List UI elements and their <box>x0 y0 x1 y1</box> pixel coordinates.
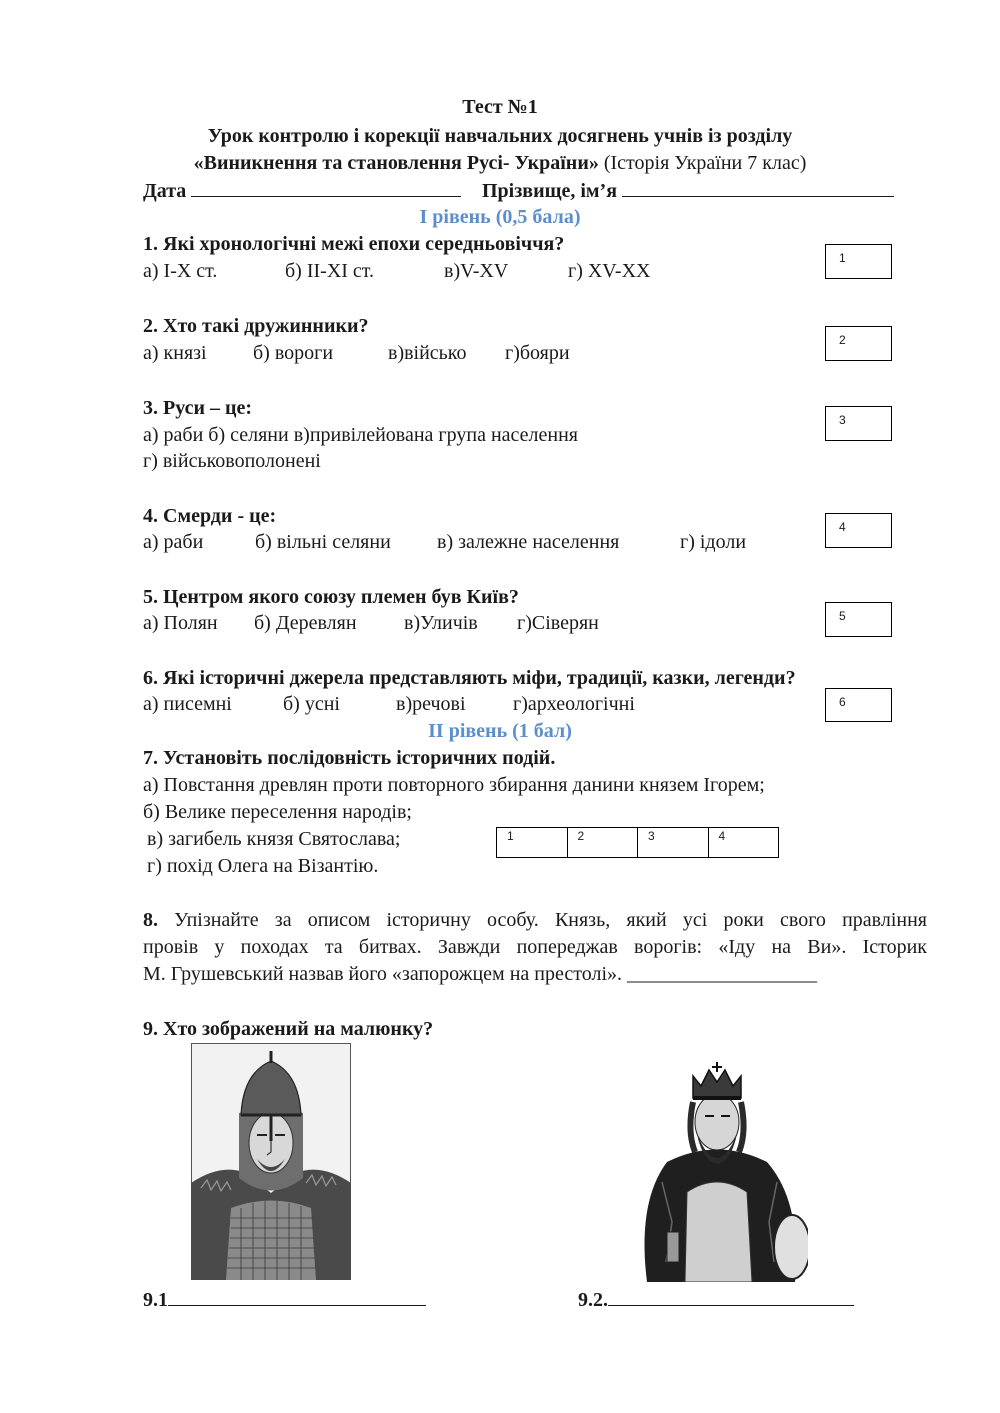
sequence-cell-2[interactable] <box>568 828 639 857</box>
answer-box-6[interactable] <box>825 688 892 722</box>
sequence-cell-2-number: 2 <box>577 829 585 843</box>
question-1: 1. Які хронологічні межі епохи середньовіччя? <box>143 233 565 255</box>
q1-option-b: б) ІІ-ХІ ст. <box>285 260 375 282</box>
question-4: 4. Смерди - це: <box>143 505 277 527</box>
q6-option-a: а) писемні <box>143 693 232 715</box>
q4-option-c: в) залежне населення <box>437 531 620 553</box>
sequence-cell-4-number: 4 <box>718 829 726 843</box>
q6-option-c: в)речові <box>396 693 466 715</box>
question-5: 5. Центром якого союзу племен був Київ? <box>143 586 519 608</box>
question-6: 6. Які історичні джерела представляють міфи, традиції, казки, легенди? <box>143 667 796 689</box>
q7-item-c: в) загибель князя Святослава; <box>147 828 401 850</box>
q1-option-a: а) І-Х ст. <box>143 260 218 282</box>
q7-item-d: г) похід Олега на Візантію. <box>147 855 379 877</box>
date-row <box>143 177 461 204</box>
question-8-text-1: Упізнайте за описом історичну особу. Князь, який усі роки свого правління <box>158 909 927 931</box>
answer-box-5[interactable] <box>825 602 892 637</box>
answer-9-2-label: 9.2. <box>578 1289 608 1311</box>
q6-option-b: б) усні <box>283 693 340 715</box>
q5-option-b: б) Деревлян <box>254 612 357 634</box>
answer-box-2[interactable] <box>825 326 892 361</box>
q1-option-c: в)V-XV <box>444 260 509 282</box>
q7-item-b: б) Велике переселення народів; <box>143 801 412 823</box>
q4-option-d: г) ідоли <box>680 531 747 553</box>
q5-option-a: а) Полян <box>143 612 218 634</box>
question-7: 7. Установіть послідовність історичних подій. <box>143 747 556 769</box>
q2-option-c: в)військо <box>388 342 467 364</box>
crowned-prince-portrait-image <box>627 1042 808 1282</box>
warrior-portrait-image <box>191 1043 351 1280</box>
q2-option-b: б) вороги <box>253 342 334 364</box>
answer-9-2-field[interactable] <box>608 1286 854 1306</box>
name-row <box>482 177 894 204</box>
question-2: 2. Хто такі дружинники? <box>143 315 369 337</box>
answer-box-6-number: 6 <box>839 695 846 709</box>
sequence-cell-3-number: 3 <box>648 829 655 843</box>
q3-options-line-2: г) військовополонені <box>143 450 321 472</box>
date-label: Дата <box>143 180 187 202</box>
question-8-number: 8. <box>143 909 158 931</box>
q2-option-d: г)бояри <box>505 342 570 364</box>
answer-box-4[interactable] <box>825 513 892 548</box>
level-2-label: ІІ рівень (1 бал) <box>428 720 572 742</box>
answer-9-1-label: 9.1 <box>143 1289 168 1311</box>
sequence-answer-table <box>496 827 779 858</box>
q4-option-a: а) раби <box>143 531 204 553</box>
sequence-cell-4[interactable] <box>709 828 779 857</box>
sequence-cell-1-number: 1 <box>507 829 514 843</box>
q6-option-d: г)археологічні <box>513 693 635 715</box>
section-title <box>0 150 1000 176</box>
q3-options-line-1: а) раби б) селяни в)привілейована група населення <box>143 424 578 446</box>
q5-option-c: в)Уличів <box>404 612 478 634</box>
name-field[interactable] <box>622 177 894 197</box>
answer-box-1[interactable] <box>825 244 892 279</box>
sequence-cell-1[interactable] <box>497 828 568 857</box>
level-1-label: І рівень (0,5 бала) <box>419 206 581 228</box>
answer-box-4-number: 4 <box>839 520 846 534</box>
question-8-line-3: М. Грушевський назвав його «запорожцем на престолі». ___________________ <box>143 963 817 985</box>
question-8-line-2: провів у походах та битвах. Завжди попереджав ворогів: «Іду на Ви». Історик <box>143 936 927 958</box>
answer-box-5-number: 5 <box>839 609 846 623</box>
answer-box-3-number: 3 <box>839 413 846 427</box>
answer-box-1-number: 1 <box>839 251 846 265</box>
test-subtitle: Урок контролю і корекції навчальних досягнень учнів із розділу <box>207 125 793 147</box>
name-label: Прізвище, ім’я <box>482 180 618 202</box>
answer-9-1-field[interactable] <box>168 1286 426 1306</box>
answer-box-2-number: 2 <box>839 333 846 347</box>
answer-9-1-row <box>143 1286 426 1313</box>
question-9: 9. Хто зображений на малюнку? <box>143 1018 434 1040</box>
answer-box-3[interactable] <box>825 406 892 441</box>
q5-option-d: г)Сіверян <box>517 612 599 634</box>
sequence-cell-3[interactable] <box>638 828 709 857</box>
answer-9-2-row <box>578 1286 854 1313</box>
q2-option-a: а) князі <box>143 342 207 364</box>
section-title-normal: (Історія України 7 клас) <box>598 152 807 174</box>
section-title-bold: «Виникнення та становлення Русі- України» <box>193 152 599 174</box>
question-3: 3. Руси – це: <box>143 397 253 419</box>
question-8-line-1 <box>143 907 927 933</box>
q1-option-d: г) XV-XX <box>568 260 651 282</box>
q7-item-a: а) Повстання древлян проти повторного збирання данини князем Ігорем; <box>143 774 765 796</box>
date-field[interactable] <box>191 177 461 197</box>
q4-option-b: б) вільні селяни <box>255 531 391 553</box>
test-title: Тест №1 <box>462 96 538 118</box>
